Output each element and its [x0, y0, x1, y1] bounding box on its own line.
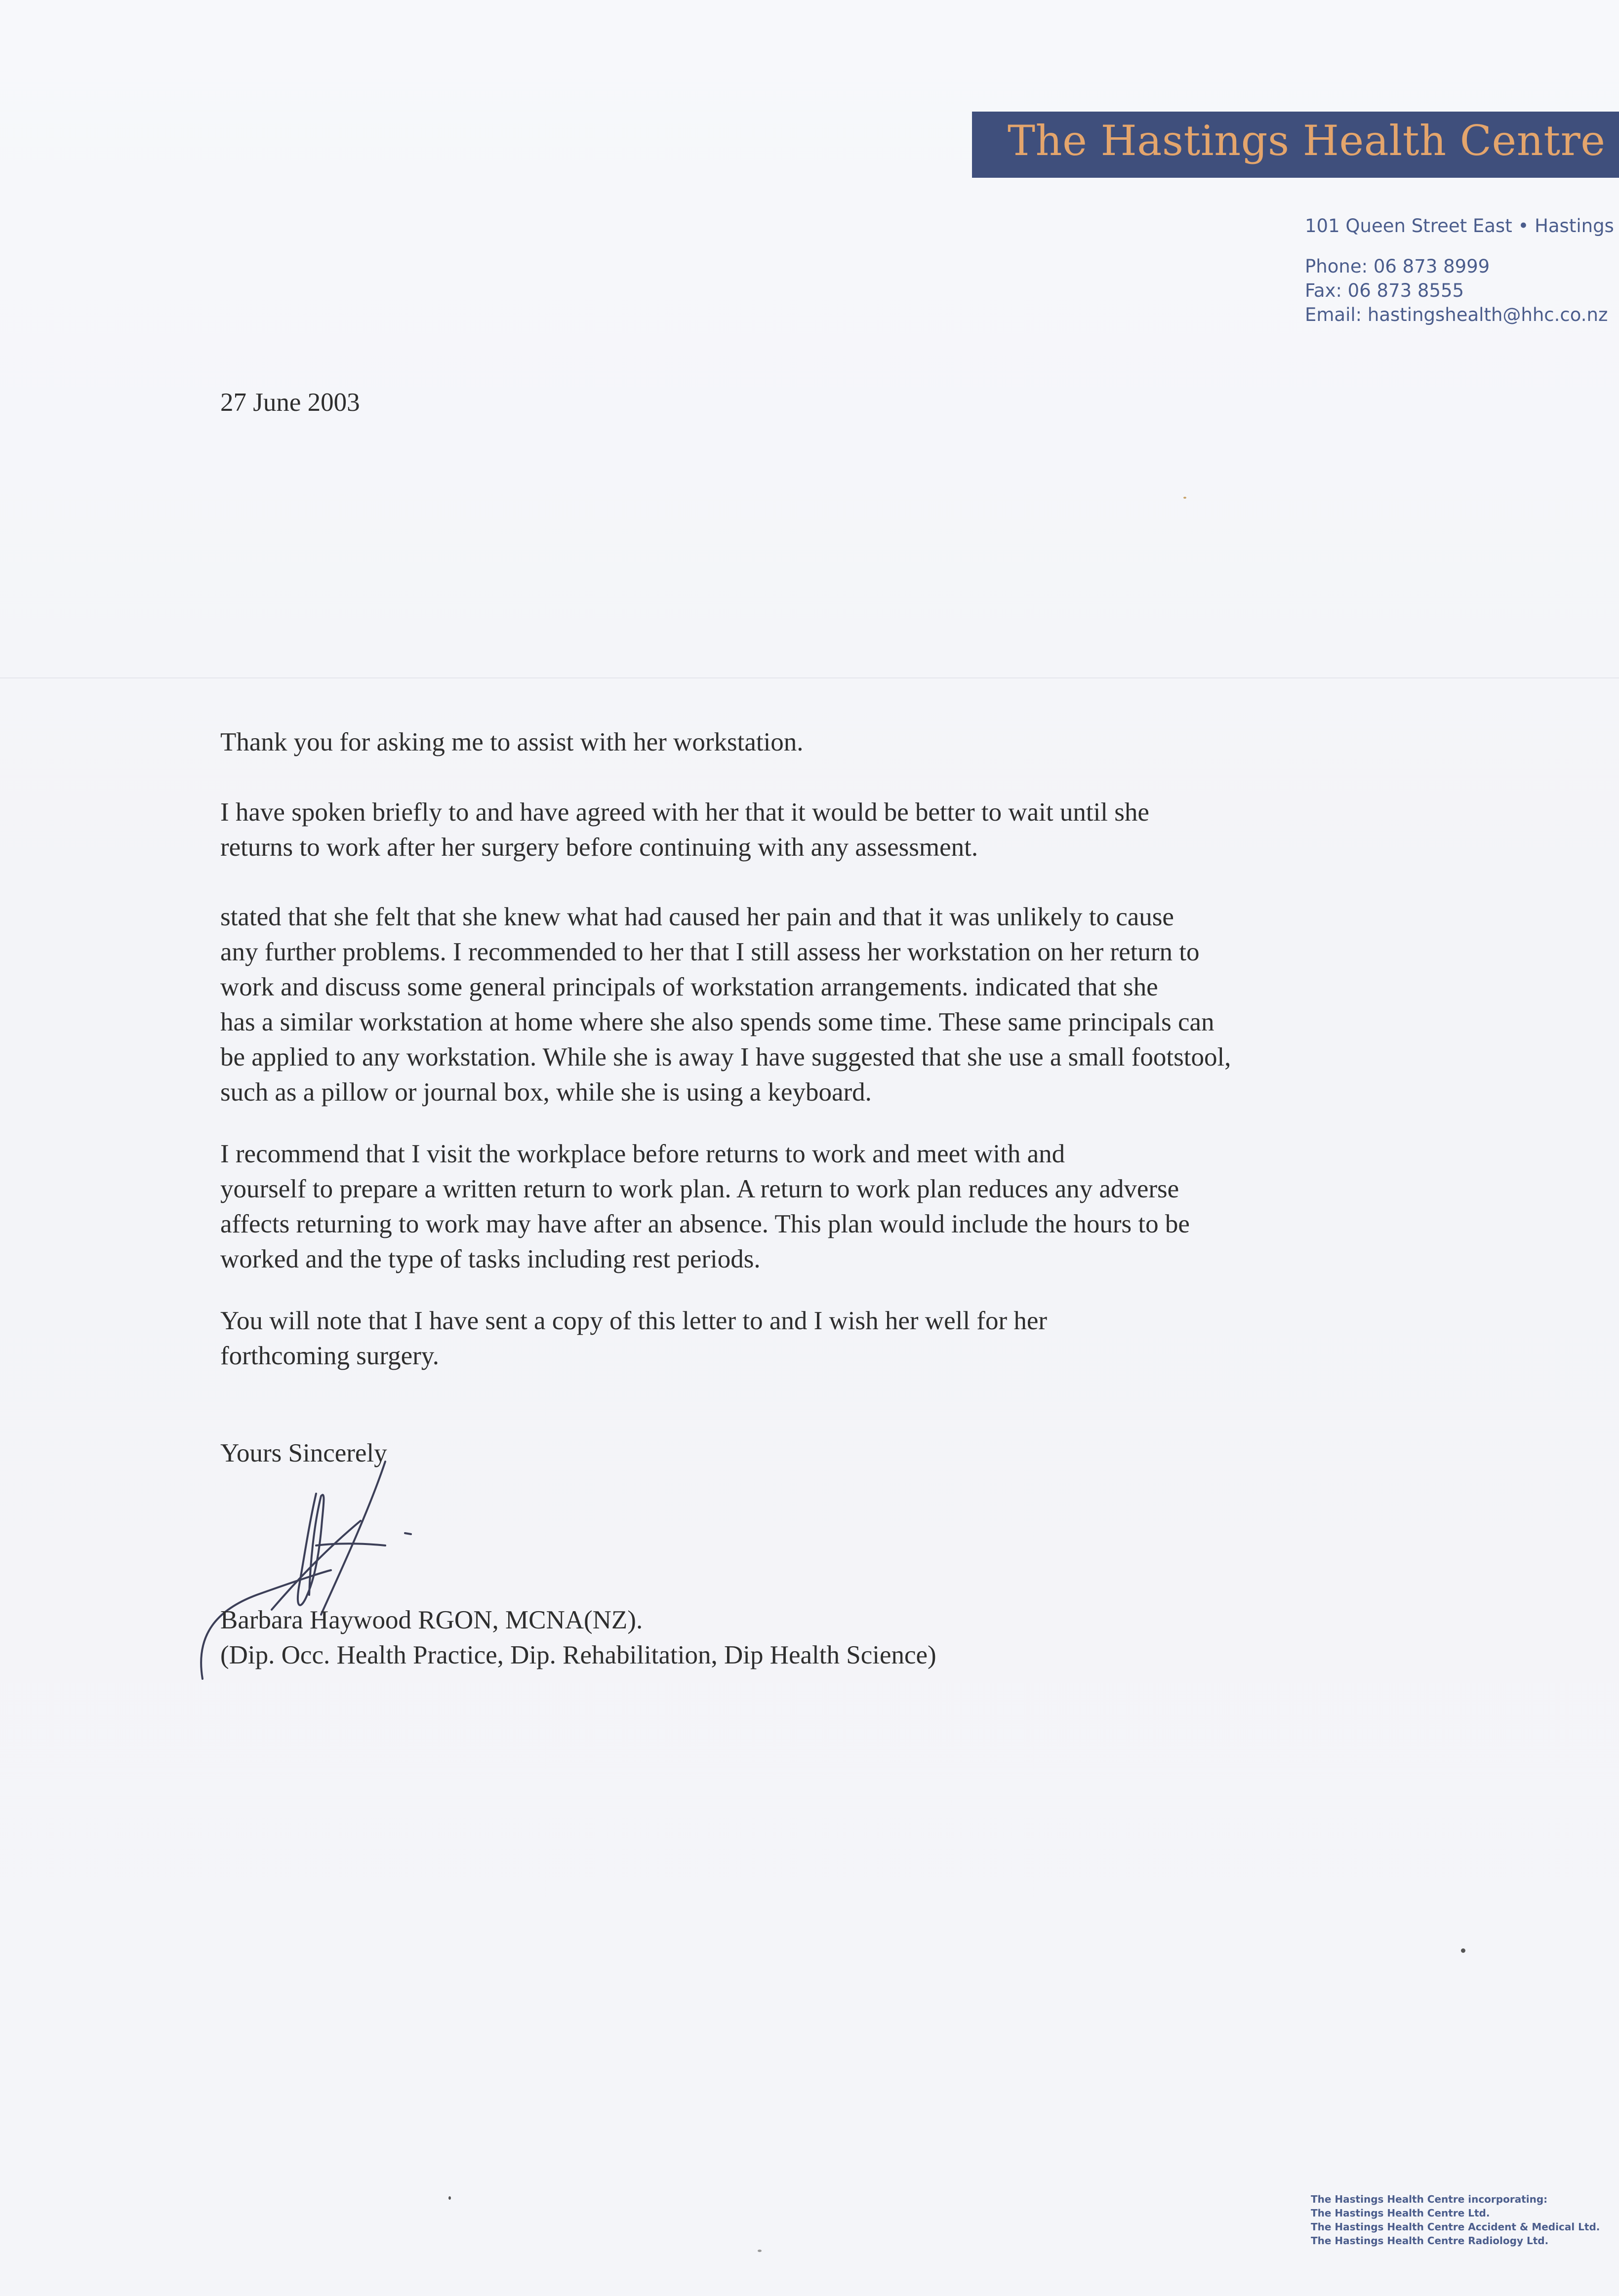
- paper-speck: [448, 2196, 451, 2200]
- signatory-qualifications: (Dip. Occ. Health Practice, Dip. Rehabilitation, Dip Health Science): [220, 1641, 936, 1669]
- body-line: I recommend that I visit the workplace before returns to work and meet with and: [220, 1140, 1065, 1168]
- footer-line: The Hastings Health Centre Accident & Medical Ltd.: [1311, 2221, 1600, 2233]
- email-address: Email: hastingshealth@hhc.co.nz: [1305, 304, 1608, 325]
- body-line: returns to work after her surgery before continuing with any assessment.: [220, 833, 978, 862]
- body-line: forthcoming surgery.: [220, 1342, 440, 1370]
- phone-number: Phone: 06 873 8999: [1305, 256, 1490, 277]
- closing: Yours Sincerely: [220, 1439, 387, 1467]
- paper-speck: [1461, 1948, 1465, 1953]
- body-line: Thank you for asking me to assist with her workstation.: [220, 728, 804, 756]
- body-line: I have spoken briefly to and have agreed with her that it would be better to wait until she: [220, 798, 1149, 827]
- body-line: be applied to any workstation. While she is away I have suggested that she use a small footstool,: [220, 1043, 1231, 1071]
- body-line: such as a pillow or journal box, while she is using a keyboard.: [220, 1078, 872, 1107]
- fax-number: Fax: 06 873 8555: [1305, 280, 1464, 301]
- paper-speck: [1183, 497, 1186, 499]
- body-line: worked and the type of tasks including rest periods.: [220, 1245, 761, 1273]
- letter-date: 27 June 2003: [220, 388, 360, 417]
- body-line: any further problems. I recommended to her that I still assess her workstation on her return to: [220, 938, 1200, 966]
- body-line: stated that she felt that she knew what had caused her pain and that it was unlikely to cause: [220, 903, 1174, 931]
- paper-fold: [0, 677, 1619, 678]
- footer-heading: The Hastings Health Centre incorporating:: [1311, 2193, 1548, 2205]
- paper-speck: [758, 2250, 762, 2252]
- body-line: You will note that I have sent a copy of this letter to and I wish her well for her: [220, 1306, 1048, 1335]
- signatory-name: Barbara Haywood RGON, MCNA(NZ).: [220, 1606, 643, 1634]
- body-line: work and discuss some general principals of workstation arrangements. indicated that she: [220, 973, 1158, 1001]
- address: 101 Queen Street East • Hastings: [1305, 215, 1614, 237]
- organisation-name: The Hastings Health Centre: [1008, 117, 1606, 165]
- body-line: affects returning to work may have after an absence. This plan would include the hours to be: [220, 1210, 1190, 1238]
- footer-line: The Hastings Health Centre Radiology Ltd.: [1311, 2235, 1549, 2247]
- body-line: yourself to prepare a written return to work plan. A return to work plan reduces any adverse: [220, 1175, 1179, 1203]
- body-line: has a similar workstation at home where she also spends some time. These same principals can: [220, 1008, 1214, 1036]
- footer-line: The Hastings Health Centre Ltd.: [1311, 2207, 1490, 2219]
